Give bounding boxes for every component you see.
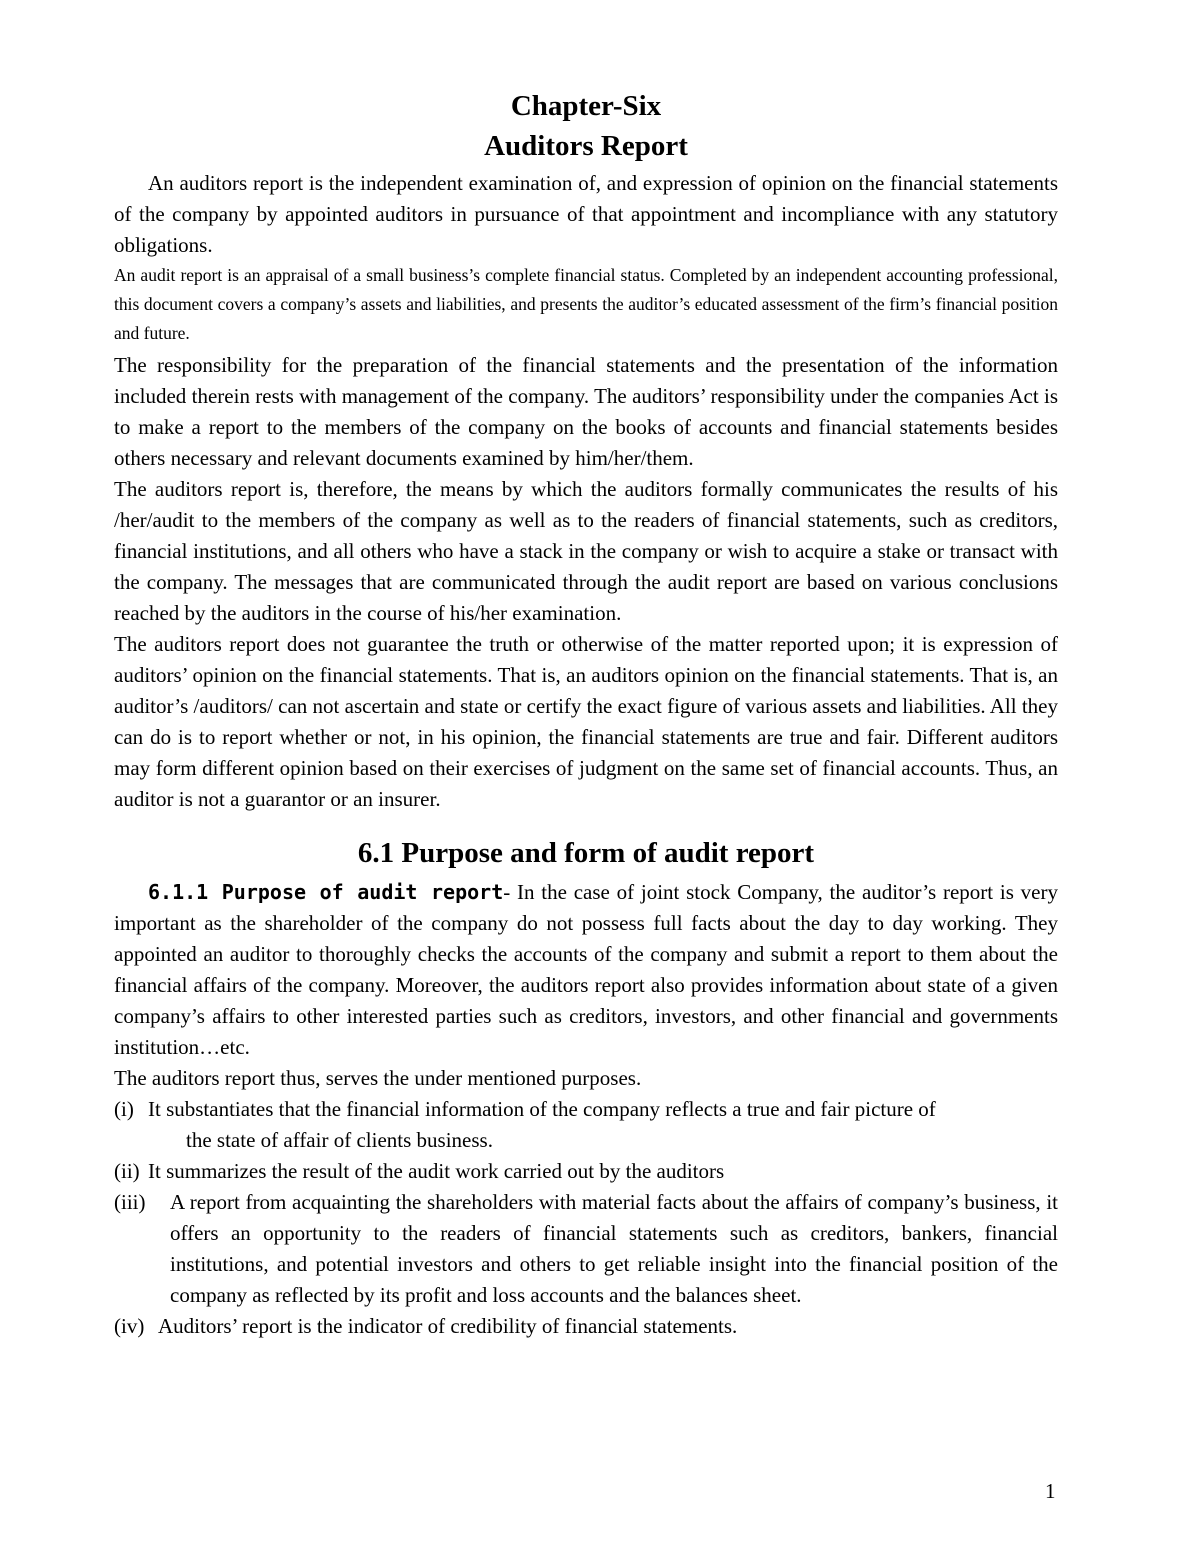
- chapter-title: Chapter-Six: [510, 90, 662, 122]
- list-text: A report from acquainting the shareholders with material facts about the affairs of company’s business, it offers an opportunity to the readers of financial statements such as creditors, bankers, financial institutions, and potential investors and others to get reliable insight into the financial position of the company as reflected by its profit and loss accounts and the balances sheet.: [170, 1190, 1058, 1307]
- document-page: [114, 86, 1058, 1342]
- list-item: [114, 1311, 1058, 1342]
- intro-paragraph: An auditors report is the independent examination of, and expression of opinion on the financial statements of the company by appointed auditors in pursuance of that appointment and incompliance with any statutory obligations.: [114, 171, 1058, 257]
- list-item: [114, 1156, 1058, 1187]
- list-text-continuation: the state of affair of clients business.: [186, 1128, 493, 1152]
- report-title: Auditors Report: [484, 130, 688, 162]
- list-text-wrapper: [148, 1094, 1058, 1156]
- purposes-intro: The auditors report thus, serves the under mentioned purposes.: [114, 1066, 642, 1090]
- subsection-paragraph: [114, 877, 1058, 1063]
- list-text: It substantiates that the financial information of the company reflects a true and fair picture of: [148, 1097, 936, 1121]
- subsection-text: - In the case of joint stock Company, the auditor’s report is very important as the shareholder of the company do not possess full facts about the day to day working. They appointed an auditor to thoroughly checks the accounts of the company and submit a report to them about the financial affairs of the company. Moreover, the auditors report also provides information about state of a given company’s affairs to other interested parties such as creditors, investors, and other financial and governments institution…etc.: [114, 880, 1058, 1059]
- list-text: Auditors’ report is the indicator of credibility of financial statements.: [158, 1314, 738, 1338]
- list-item: [114, 1094, 1058, 1156]
- subsection-heading: 6.1.1 Purpose of audit report: [148, 880, 504, 904]
- guarantee-paragraph: The auditors report does not guarantee the truth or otherwise of the matter reported upon; it is expression of auditors’ opinion on the financial statements. That is, an auditors opinion on the financial statements. That is, an auditor’s /auditors/ can not ascertain and state or certify the exact figure of various assets and liabilities. All they can do is to report whether or not, in his opinion, the financial statements are true and fair. Different auditors may form different opinion based on their exercises of judgment on the same set of financial accounts. Thus, an auditor is not a guarantor or an insurer.: [114, 632, 1058, 811]
- means-paragraph: The auditors report is, therefore, the means by which the auditors formally communicates the results of his /her/audit to the members of the company as well as to the readers of financial statements, such as creditors, financial institutions, and all others who have a stack in the company or wish to acquire a stake or transact with the company. The messages that are communicated through the audit report are based on various conclusions reached by the auditors in the course of his/her examination.: [114, 477, 1058, 625]
- appraisal-paragraph: An audit report is an appraisal of a small business’s complete financial status. Completed by an independent accounting professional, this document covers a company’s assets and liabilities, and presents the auditor’s educated assessment of the firm’s financial position and future.: [114, 265, 1058, 343]
- list-marker: (iii): [114, 1190, 146, 1214]
- list-marker: (i): [114, 1097, 134, 1121]
- list-text: It summarizes the result of the audit work carried out by the auditors: [148, 1159, 725, 1183]
- responsibility-paragraph: The responsibility for the preparation of the financial statements and the presentation of the information included therein rests with management of the company. The auditors’ responsibility under the companies Act is to make a report to the members of the company on the books of accounts and financial statements besides others necessary and relevant documents examined by him/her/them.: [114, 353, 1058, 470]
- list-item: [114, 1187, 1058, 1311]
- page-number: 1: [1045, 1479, 1056, 1503]
- list-marker: (iv): [114, 1314, 145, 1338]
- list-marker: (ii): [114, 1159, 140, 1183]
- section-heading: 6.1 Purpose and form of audit report: [357, 837, 815, 869]
